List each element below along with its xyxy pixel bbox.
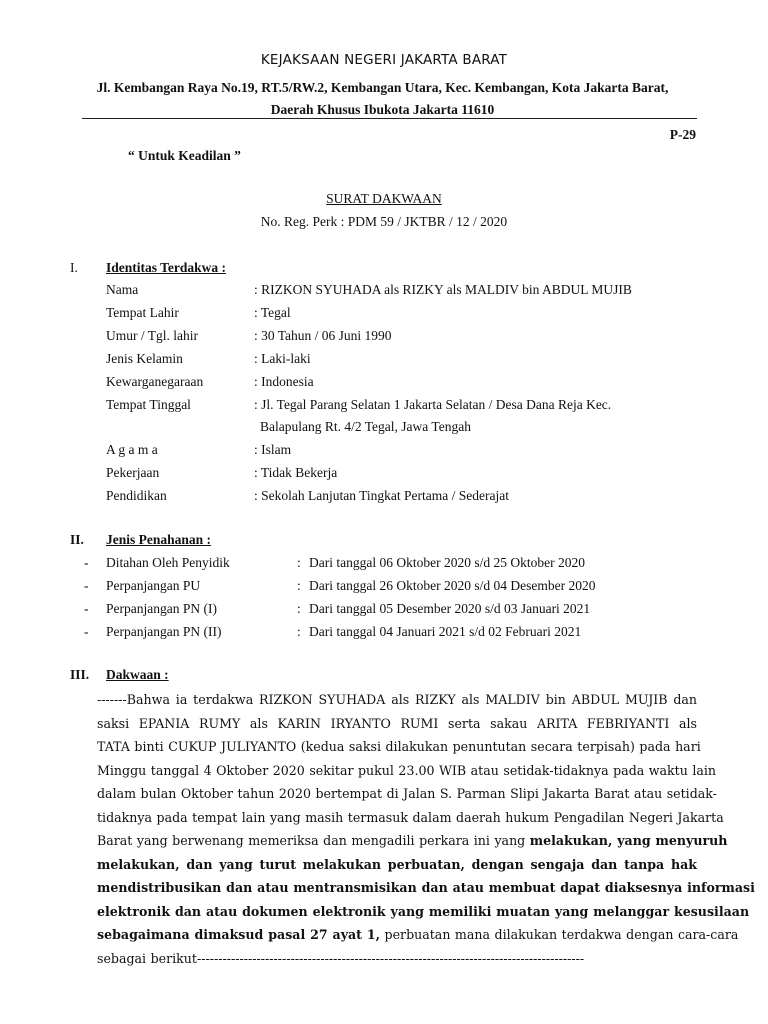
office-address: Jl. Kembangan Raya No.19, RT.5/RW.2, Kembangan Utara, Kec. Kembangan, Kota Jakarta Barat, Daerah Khusus Ibukota Jakarta 11610 [96,80,669,117]
header-divider [82,118,697,119]
identity-value: : RIZKON SYUHADA als RIZKY als MALDIV bin ABDUL MUJIB [254,282,632,297]
paragraph-line: Barat yang berwenang memeriksa dan mengadili perkara ini yang melakukan, yang menyuruh [97,833,728,848]
list-bullet: - [84,624,89,639]
paragraph-line: saksi EPANIA RUMY als KARIN IRYANTO RUMI serta sakau ARITA FEBRIYANTI als [97,715,697,731]
section-3-number: III. [70,667,90,682]
office-name: KEJAKSAAN NEGERI JAKARTA BARAT [260,52,508,68]
section-2-number: II. [70,532,84,547]
detention-colon: : [297,624,301,639]
identity-label: Tempat Lahir [106,305,179,320]
bold-text: melakukan, yang menyuruh [529,833,728,848]
detention-label: Ditahan Oleh Penyidik [106,555,230,570]
identity-value: : 30 Tahun / 06 Juni 1990 [254,328,392,343]
paragraph-line [97,853,697,877]
section-3-heading: Dakwaan : [106,667,169,682]
detention-value: Dari tanggal 05 Desember 2020 s/d 03 Januari 2021 [309,601,591,616]
identity-value: : Jl. Tegal Parang Selatan 1 Jakarta Selatan / Desa Dana Reja Kec. [254,397,612,412]
identity-label: Pendidikan [106,488,167,503]
detention-colon: : [297,555,301,570]
detention-value: Dari tanggal 04 Januari 2021 s/d 02 Februari 2021 [309,624,582,639]
list-bullet: - [84,601,89,616]
registration-number: No. Reg. Perk : PDM 59 / JKTBR / 12 / 2020 [260,214,508,229]
detention-label: Perpanjangan PU [106,578,201,593]
identity-value-continued: Balapulang Rt. 4/2 Tegal, Jawa Tengah [260,419,471,434]
paragraph-line [97,876,755,900]
detention-value: Dari tanggal 06 Oktober 2020 s/d 25 Oktober 2020 [309,555,585,570]
identity-value: : Tidak Bekerja [254,465,338,480]
detention-label: Perpanjangan PN (I) [106,601,217,616]
identity-label: Tempat Tinggal [106,397,191,412]
paragraph-line [97,900,750,924]
paragraph-line: Minggu tanggal 4 Oktober 2020 sekitar pukul 23.00 WIB atau setidak-tidaknya pada waktu lain [97,762,717,778]
paragraph-line: sebagaimana dimaksud pasal 27 ayat 1, perbuatan mana dilakukan terdakwa dengan cara-cara [97,927,739,942]
identity-label: Jenis Kelamin [106,351,183,366]
identity-label: Kewarganegaraan [106,374,204,389]
paragraph-line: dalam bulan Oktober tahun 2020 bertempat di Jalan S. Parman Slipi Jakarta Barat atau setidak- [97,786,717,801]
identity-label: A g a m a [106,442,158,457]
document-title: SURAT DAKWAAN [326,191,442,206]
detention-colon: : [297,601,301,616]
paragraph-line: sebagai berikut------------------------------------------------------------------------------------------- [97,950,585,966]
indictment-paragraph [97,688,755,970]
identity-value: : Tegal [254,305,291,320]
detention-value: Dari tanggal 26 Oktober 2020 s/d 04 Desember 2020 [309,578,596,593]
identity-label: Pekerjaan [106,465,160,480]
bold-text: mendistribusikan dan atau mentransmisikan dan atau membuat dapat diaksesnya informasi [97,880,755,895]
paragraph-line: tidaknya pada tempat lain yang masih termasuk dalam daerah hukum Pengadilan Negeri Jakarta [97,809,724,825]
identity-value: : Islam [254,442,292,457]
bold-text: sebagaimana dimaksud pasal 27 ayat 1, [97,927,381,942]
identity-value: : Indonesia [254,374,314,389]
identity-label: Nama [106,282,139,297]
identity-label: Umur / Tgl. lahir [106,328,198,343]
section-1-heading: Identitas Terdakwa : [106,260,227,275]
detention-label: Perpanjangan PN (II) [106,624,222,639]
identity-value: : Laki-laki [254,351,311,366]
paragraph-line: -------Bahwa ia terdakwa RIZKON SYUHADA als RIZKY als MALDIV bin ABDUL MUJIB dan [97,692,697,707]
detention-colon: : [297,578,301,593]
form-code: P-29 [669,127,696,142]
list-bullet: - [84,578,89,593]
paragraph-line: TATA binti CUKUP JULIYANTO (kedua saksi dilakukan penuntutan secara terpisah) pada hari [97,739,701,754]
bold-text: elektronik dan atau dokumen elektronik yang memiliki muatan yang melanggar kesusilaan [97,903,750,919]
bold-text: melakukan, dan yang turut melakukan perbuatan, dengan sengaja dan tanpa hak [97,856,697,872]
section-1-number: I. [70,260,78,275]
motto: “ Untuk Keadilan ” [128,148,241,163]
section-2-heading: Jenis Penahanan : [106,532,212,547]
identity-value: : Sekolah Lanjutan Tingkat Pertama / Sederajat [254,488,509,503]
list-bullet: - [84,555,89,570]
